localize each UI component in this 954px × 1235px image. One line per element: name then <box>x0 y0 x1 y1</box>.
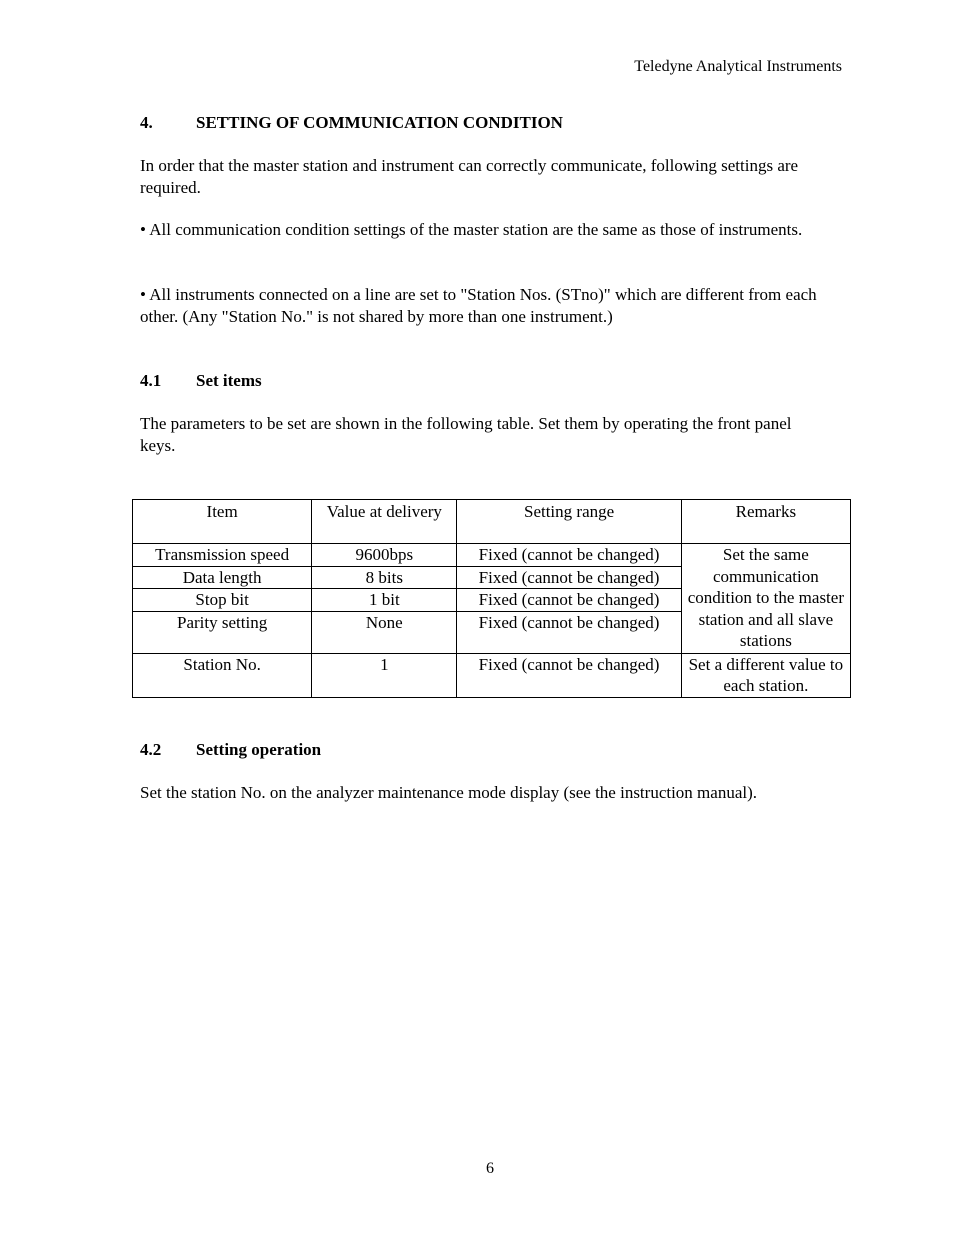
cell-value: None <box>312 611 457 653</box>
settings-table <box>132 499 851 698</box>
section-4-bullet-1: • All communication condition settings of the master station are the same as those of instruments. <box>140 220 803 239</box>
cell-range: Fixed (cannot be changed) <box>457 566 681 589</box>
table-row <box>133 653 851 697</box>
section-4-1-title: Set items <box>196 371 262 390</box>
section-4-2-title: Setting operation <box>196 740 322 759</box>
section-4-title: SETTING OF COMMUNICATION CONDITION <box>196 113 563 132</box>
section-4-number: 4. <box>140 113 153 132</box>
section-4-2-number: 4.2 <box>140 740 162 759</box>
section-4-bullet-2: • All instruments connected on a line are set to "Station Nos. (STno)" which are different from each other. (Any "Station No." is not shared by more than one instrument.) <box>140 285 817 326</box>
cell-value: 1 bit <box>312 589 457 612</box>
cell-item: Parity setting <box>133 611 312 653</box>
cell-item: Stop bit <box>133 589 312 612</box>
header-range: Setting range <box>457 500 681 544</box>
section-4-1-body: The parameters to be set are shown in the following table. Set them by operating the front panel keys. <box>140 414 792 455</box>
cell-range: Fixed (cannot be changed) <box>457 544 681 567</box>
table-row <box>133 544 851 567</box>
section-4-1-heading <box>140 370 262 392</box>
section-4-1-number: 4.1 <box>140 371 162 390</box>
cell-value: 8 bits <box>312 566 457 589</box>
cell-item: Transmission speed <box>133 544 312 567</box>
cell-range: Fixed (cannot be changed) <box>457 589 681 612</box>
cell-value: 1 <box>312 653 457 697</box>
running-header: Teledyne Analytical Instruments <box>634 58 842 75</box>
cell-item: Data length <box>133 566 312 589</box>
page-number: 6 <box>486 1160 494 1177</box>
header-remarks: Remarks <box>681 500 850 544</box>
section-4-2-heading <box>140 739 321 761</box>
cell-value: 9600bps <box>312 544 457 567</box>
cell-range: Fixed (cannot be changed) <box>457 611 681 653</box>
cell-remarks-station: Set a different value to each station. <box>681 653 850 697</box>
cell-remarks-common: Set the same communication condition to the master station and all slave stations <box>681 544 850 654</box>
table-header-row <box>133 500 851 544</box>
section-4-heading <box>140 112 563 134</box>
section-4-intro: In order that the master station and instrument can correctly communicate, following settings are required. <box>140 156 799 197</box>
section-4-2-body: Set the station No. on the analyzer maintenance mode display (see the instruction manual). <box>140 783 758 802</box>
cell-range: Fixed (cannot be changed) <box>457 653 681 697</box>
header-item: Item <box>133 500 312 544</box>
header-value: Value at delivery <box>312 500 457 544</box>
cell-item: Station No. <box>133 653 312 697</box>
